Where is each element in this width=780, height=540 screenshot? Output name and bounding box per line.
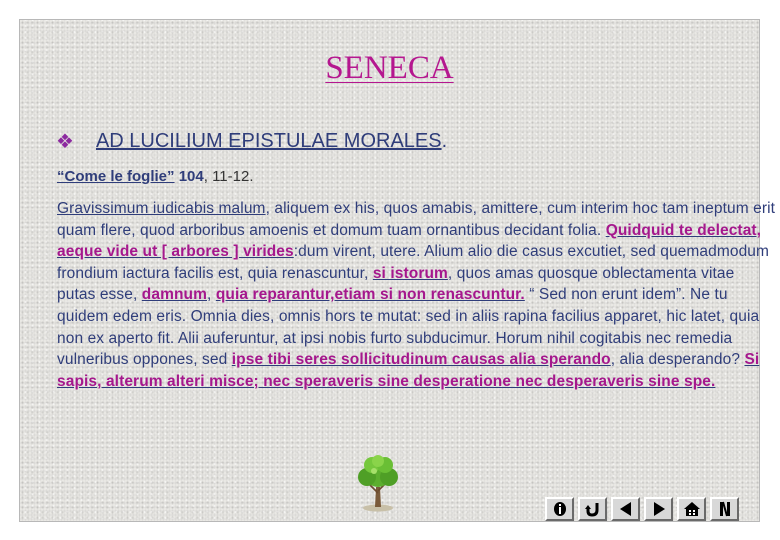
- tree-clipart-icon: [350, 453, 406, 513]
- underlined-phrase: Gravissimum iudicabis malum: [57, 200, 266, 217]
- body-segment: :dum virent, utere. Alium alio die casus excutiet, sed quemadmodum frondium iactura facilis est, quia renascuntur,: [57, 243, 770, 282]
- return-button[interactable]: [578, 497, 607, 521]
- body-segment: , quos amas quosque oblectamenta vitae putas esse,: [57, 264, 735, 304]
- home-button[interactable]: [677, 497, 706, 521]
- heading-text: AD LUCILIUM EPISTULAE MORALES: [95, 130, 442, 152]
- highlighted-phrase: Quidquid te delectat, aeque vide ut [ arbores ] virides: [57, 221, 762, 261]
- highlighted-phrase: si istorum: [372, 264, 448, 282]
- highlighted-phrase: quia reparantur,etiam si non renascuntur.: [215, 286, 525, 304]
- next-slide-button[interactable]: [644, 497, 673, 521]
- info-icon: [551, 500, 569, 518]
- body-text: [57, 198, 777, 392]
- subheading-rest: , 11-12.: [203, 168, 254, 185]
- diamond-bullet-icon: ❖: [56, 130, 74, 153]
- slide: [19, 19, 776, 522]
- end-show-button[interactable]: [710, 497, 739, 521]
- subheading-number: 104: [178, 168, 204, 185]
- slide-title: SENECA: [325, 50, 454, 86]
- heading-suffix: .: [441, 130, 448, 152]
- return-arrow-icon: [584, 500, 602, 518]
- triangle-right-icon: [650, 500, 668, 518]
- section-heading: [56, 130, 447, 153]
- end-icon: [716, 500, 734, 518]
- body-segment: , alia desperando?: [610, 351, 745, 369]
- body-segment: ,: [206, 286, 216, 304]
- info-button[interactable]: [545, 497, 574, 521]
- highlighted-phrase: Si sapis, alterum alteri misce; nec speraveris sine desperatione nec desperaveris sine spe.: [57, 351, 760, 390]
- first-slide-button[interactable]: [611, 497, 640, 521]
- subheading: [57, 168, 254, 185]
- triangle-left-icon: [617, 500, 635, 518]
- body-segment: “ Sed non erunt idem”. Ne tu quidem edem eris. Omnia dies, omnis hors te mutat: sed in aliis rapina facilius apparet, hic latet, quia non ex aperto fit. Alii auferuntur, at ipsi nobis furto subducimur. Horum nihil cogitabis nec remedia vulneribus oppones, sed: [57, 286, 760, 369]
- subheading-quote: “Come le foglie”: [57, 168, 175, 185]
- body-segment: , aliquem ex his, quos amabis, amittere, cum interim hoc tam ineptum erit quam flere, quod arboribus amoenis et domum tuam ornantibus decidant folia.: [57, 200, 776, 239]
- highlighted-phrase: damnum: [141, 286, 207, 304]
- navigation-bar: [545, 497, 739, 521]
- home-icon: [683, 500, 701, 518]
- highlighted-phrase: ipse tibi seres sollicitudinum causas alia sperando: [231, 351, 611, 369]
